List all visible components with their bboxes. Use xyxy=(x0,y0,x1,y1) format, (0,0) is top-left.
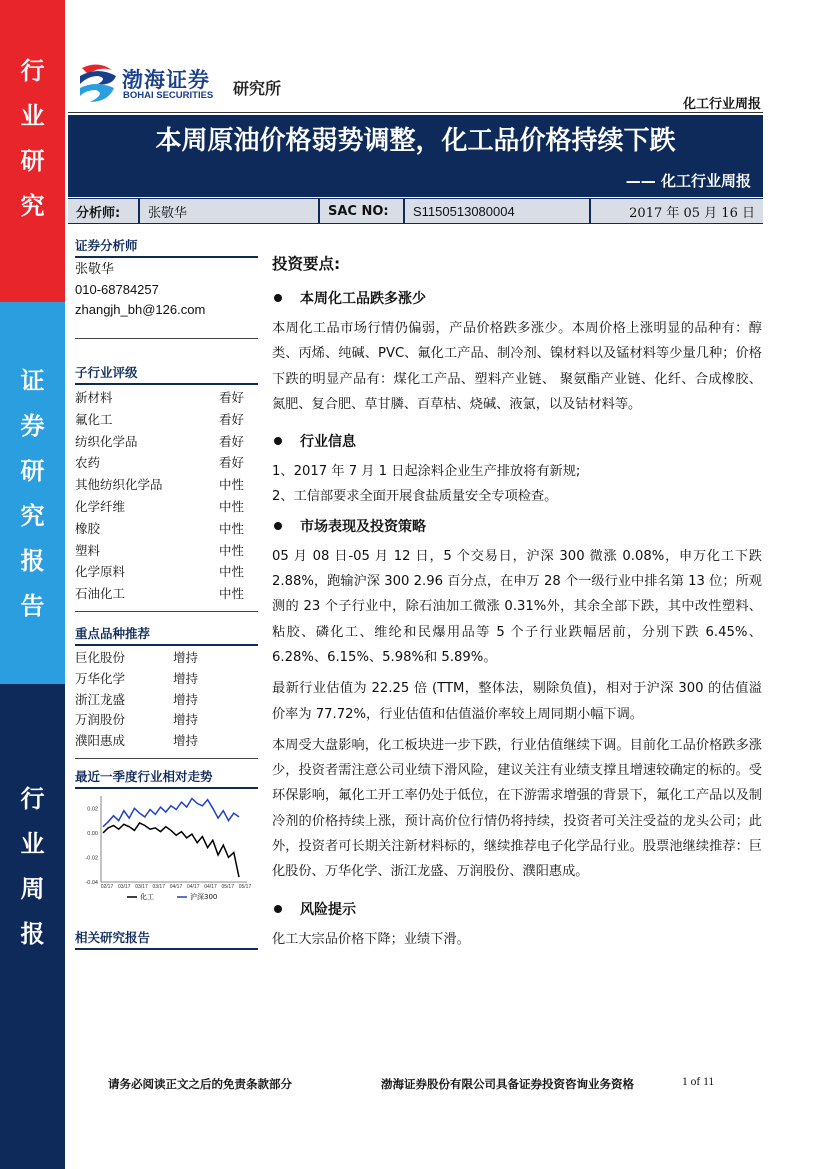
rating-row xyxy=(75,474,258,496)
item-rating: 增持 xyxy=(173,691,199,707)
item-rating: 中性 xyxy=(218,520,244,536)
y-tick-label: 0.00 xyxy=(87,830,98,837)
relative-trend-chart xyxy=(75,790,258,908)
pick-row xyxy=(75,710,258,731)
x-tick-label: 03/17 xyxy=(152,884,166,890)
key-points-title: 投资要点: xyxy=(272,255,341,273)
header-divider xyxy=(68,112,763,113)
series-line xyxy=(103,823,239,877)
bohai-logo-icon xyxy=(78,62,118,104)
sidebar-char: 业 xyxy=(20,829,45,858)
x-tick-label: 04/17 xyxy=(186,884,200,890)
pick-row xyxy=(75,669,258,690)
trend-chart-svg xyxy=(75,790,258,908)
sidebar-char: 行 xyxy=(20,784,45,813)
sidebar-char: 研 xyxy=(20,146,45,175)
sac-number: S1150513080004 xyxy=(413,203,515,219)
section-paragraph: 最新行业估值为 22.25 倍 (TTM，整体法，剔除负值)，相对于沪深 300 的估值溢价率为 77.72%，行业估值和估值溢价率较上周同期小幅下调。 xyxy=(272,681,762,722)
section-list-item: 1、2017 年 7 月 1 日起涂料企业生产排放将有新规; xyxy=(272,464,581,480)
analyst-info-bar xyxy=(68,198,763,224)
divider xyxy=(75,611,258,612)
item-name: 氟化工 xyxy=(75,411,113,427)
item-name: 新材料 xyxy=(75,390,113,405)
sidebar-char: 证 xyxy=(20,366,45,395)
pick-row xyxy=(75,731,258,752)
sub-industry-rating-list xyxy=(75,387,258,605)
main-content xyxy=(272,252,762,958)
section-heading xyxy=(272,431,762,451)
item-rating: 中性 xyxy=(218,564,244,580)
item-name: 化学原料 xyxy=(75,564,126,580)
y-tick-label: -0.02 xyxy=(85,855,98,862)
report-title: 本周原油价格弱势调整，化工品价格持续下跌 xyxy=(155,126,676,156)
sub-industry-rating-heading: 子行业评级 xyxy=(75,363,258,385)
key-picks-list xyxy=(75,648,258,752)
sidebar-industry-weekly xyxy=(0,684,65,1169)
sidebar-char: 报 xyxy=(20,546,45,575)
x-tick-label: 03/17 xyxy=(135,884,148,890)
item-name: 其他纺织化学品 xyxy=(75,477,163,493)
item-rating: 增持 xyxy=(173,733,199,749)
report-type-label: 化工行业周报 xyxy=(682,97,761,112)
item-rating: 增持 xyxy=(173,712,199,728)
divider xyxy=(75,338,258,339)
section-paragraph: 本周化工品市场行情仍偏弱，产品价格跌多涨少。本周价格上涨明显的品种有：醇类、丙烯、纯碱、PVC、氟化工产品、制冷剂、镍材料以及锰材料等少量几种；价格下跌的明显产品有：煤化工产品、塑料产业链、 聚氨酯产业链、化纤、合成橡胶、氮肥、复合肥、草甘膦、百草枯、烧碱、液氯，以及钴材料等。 xyxy=(272,321,762,412)
analyst-label-cell xyxy=(68,199,138,223)
y-tick-label: 0.02 xyxy=(87,806,98,813)
item-rating: 中性 xyxy=(218,477,244,493)
rating-row xyxy=(75,452,258,474)
x-tick-label: 04/17 xyxy=(169,884,183,890)
sidebar-char: 报 xyxy=(20,919,45,948)
date-cell xyxy=(591,199,763,223)
item-name: 纺织化学品 xyxy=(75,433,138,449)
section-paragraph: 本周受大盘影响，化工板块进一步下跌，行业估值继续下调。目前化工品价格跌多涨少，投资者需注意公司业绩下滑风险，建议关注有业绩支撑且增速较确定的标的。受环保影响，氟化工开工率仍处于低位，在下游需求增强的背景下，氟化工产品以及制冷剂的价格持续上涨，预计高价位行情仍将持续，投资者可关注受益的龙头公司；此外，投资者可长期关注新材料标的，继续推荐电子化学品行业。股票池继续推荐：巨化股份、万华化学、浙江龙盛、万润股份、濮阳惠成。 xyxy=(272,737,762,880)
rating-row xyxy=(75,387,258,409)
relative-trend-heading: 最近一季度行业相对走势 xyxy=(75,767,258,789)
item-rating: 看好 xyxy=(218,411,244,427)
section-paragraph: 化工大宗品价格下降；业绩下滑。 xyxy=(272,931,470,947)
sidebar-char: 周 xyxy=(20,874,45,903)
legend-label: 沪深300 xyxy=(190,893,218,901)
item-rating: 看好 xyxy=(218,390,244,405)
item-name: 石油化工 xyxy=(75,586,126,602)
item-name: 橡胶 xyxy=(75,520,101,536)
item-rating: 看好 xyxy=(218,433,244,449)
sidebar-char: 行 xyxy=(20,56,45,85)
left-sidebar xyxy=(0,0,65,1169)
related-reports-heading: 相关研究报告 xyxy=(75,928,258,950)
section-heading xyxy=(272,899,762,919)
divider xyxy=(75,758,258,759)
section-heading xyxy=(272,288,762,308)
item-name: 万润股份 xyxy=(75,712,126,728)
rating-row xyxy=(75,496,258,518)
sidebar-securities-report xyxy=(0,302,65,684)
y-tick-label: -0.04 xyxy=(85,880,98,886)
item-rating: 中性 xyxy=(218,586,244,602)
rating-row xyxy=(75,409,258,431)
legend-label: 化工 xyxy=(140,893,154,901)
item-rating: 增持 xyxy=(173,670,199,686)
sidebar-char: 究 xyxy=(20,191,45,220)
section-heading-text: 行业信息 xyxy=(300,434,356,451)
item-name: 濮阳惠成 xyxy=(75,733,126,749)
company-logo xyxy=(78,62,308,106)
pick-row xyxy=(75,690,258,711)
title-banner xyxy=(68,115,763,197)
section-heading xyxy=(272,516,762,536)
item-rating: 增持 xyxy=(173,649,199,665)
sidebar-char: 研 xyxy=(20,456,45,485)
sidebar-char: 究 xyxy=(20,501,45,530)
report-date: 2017 年 05 月 16 日 xyxy=(629,205,755,221)
report-subtitle: —— 化工行业周报 xyxy=(625,172,751,190)
sidebar-industry-research xyxy=(0,0,65,302)
logo-institute: 研究所 xyxy=(233,79,282,98)
item-rating: 中性 xyxy=(218,498,244,514)
rating-row xyxy=(75,431,258,453)
bullet-icon xyxy=(274,905,282,913)
analyst-email[interactable]: zhangjh_bh@126.com xyxy=(75,302,206,317)
item-name: 浙江龙盛 xyxy=(75,691,126,707)
sidebar-char: 业 xyxy=(20,101,45,130)
analyst-heading: 证券分析师 xyxy=(75,236,258,258)
sidebar-char: 券 xyxy=(20,411,45,440)
item-rating: 中性 xyxy=(218,542,244,558)
analyst-phone: 010-68784257 xyxy=(75,282,159,297)
disclaimer-note: 请务必阅读正文之后的免责条款部分 xyxy=(108,1077,292,1091)
section-heading-text: 本周化工品跌多涨少 xyxy=(300,291,426,307)
rating-row xyxy=(75,540,258,562)
item-name: 巨化股份 xyxy=(75,649,126,665)
item-name: 化学纤维 xyxy=(75,498,126,514)
section-paragraph: 05 月 08 日-05 月 12 日，5 个交易日，沪深 300 微涨 0.08%，申万化工下跌 2.88%，跑输沪深 300 2.96 百分点，在申万 28 个一级行业中排名第 13 位；所观测的 23 个子行业中，除石油加工微涨 0.31%外，其余全部下跌，其中改性塑料、粘胶、磷化工、维纶和民爆用品等 5 个子行业跌幅居前，分别下跌 6.45%、6.28%、6.15%、5.98%和 5.89%。 xyxy=(272,548,762,665)
qualification-note: 渤海证券股份有限公司具备证券投资咨询业务资格 xyxy=(381,1077,634,1091)
rating-row xyxy=(75,583,258,605)
analyst-name: 张敬华 xyxy=(148,205,188,221)
sac-label: SAC NO: xyxy=(328,203,389,219)
item-name: 农药 xyxy=(75,455,101,471)
x-tick-label: 03/17 xyxy=(117,884,131,890)
section-list-item: 2、工信部要求全面开展食盐质量安全专项检查。 xyxy=(272,489,558,505)
sidebar-char: 告 xyxy=(20,591,45,620)
item-name: 塑料 xyxy=(75,542,101,558)
x-tick-label: 04/17 xyxy=(204,884,217,890)
series-line xyxy=(103,799,239,827)
x-tick-label: 05/17 xyxy=(238,884,252,890)
section-heading-text: 市场表现及投资策略 xyxy=(300,518,426,535)
related-reports xyxy=(75,928,258,952)
rating-row xyxy=(75,561,258,583)
x-tick-label: 05/17 xyxy=(221,884,235,890)
sac-number-cell xyxy=(405,199,589,223)
bullet-icon xyxy=(274,437,282,445)
item-rating: 看好 xyxy=(218,455,244,471)
logo-chinese-name: 渤海证券 xyxy=(122,68,210,92)
page-number: 1 of 11 xyxy=(682,1076,715,1088)
x-tick-label: 02/17 xyxy=(100,884,114,890)
analyst-label: 分析师: xyxy=(76,205,121,221)
bullet-icon xyxy=(274,294,282,302)
page-footer xyxy=(0,1076,827,1096)
section-heading-text: 风险提示 xyxy=(300,901,356,918)
analyst-contact-name: 张敬华 xyxy=(75,262,115,277)
sac-label-cell xyxy=(320,199,403,223)
rating-row xyxy=(75,518,258,540)
analyst-name-cell xyxy=(140,199,318,223)
left-column xyxy=(75,236,258,791)
key-picks-heading: 重点品种推荐 xyxy=(75,624,258,646)
bullet-icon xyxy=(274,522,282,530)
pick-row xyxy=(75,648,258,669)
item-name: 万华化学 xyxy=(75,670,126,686)
logo-english-name: BOHAI SECURITIES xyxy=(123,90,214,101)
